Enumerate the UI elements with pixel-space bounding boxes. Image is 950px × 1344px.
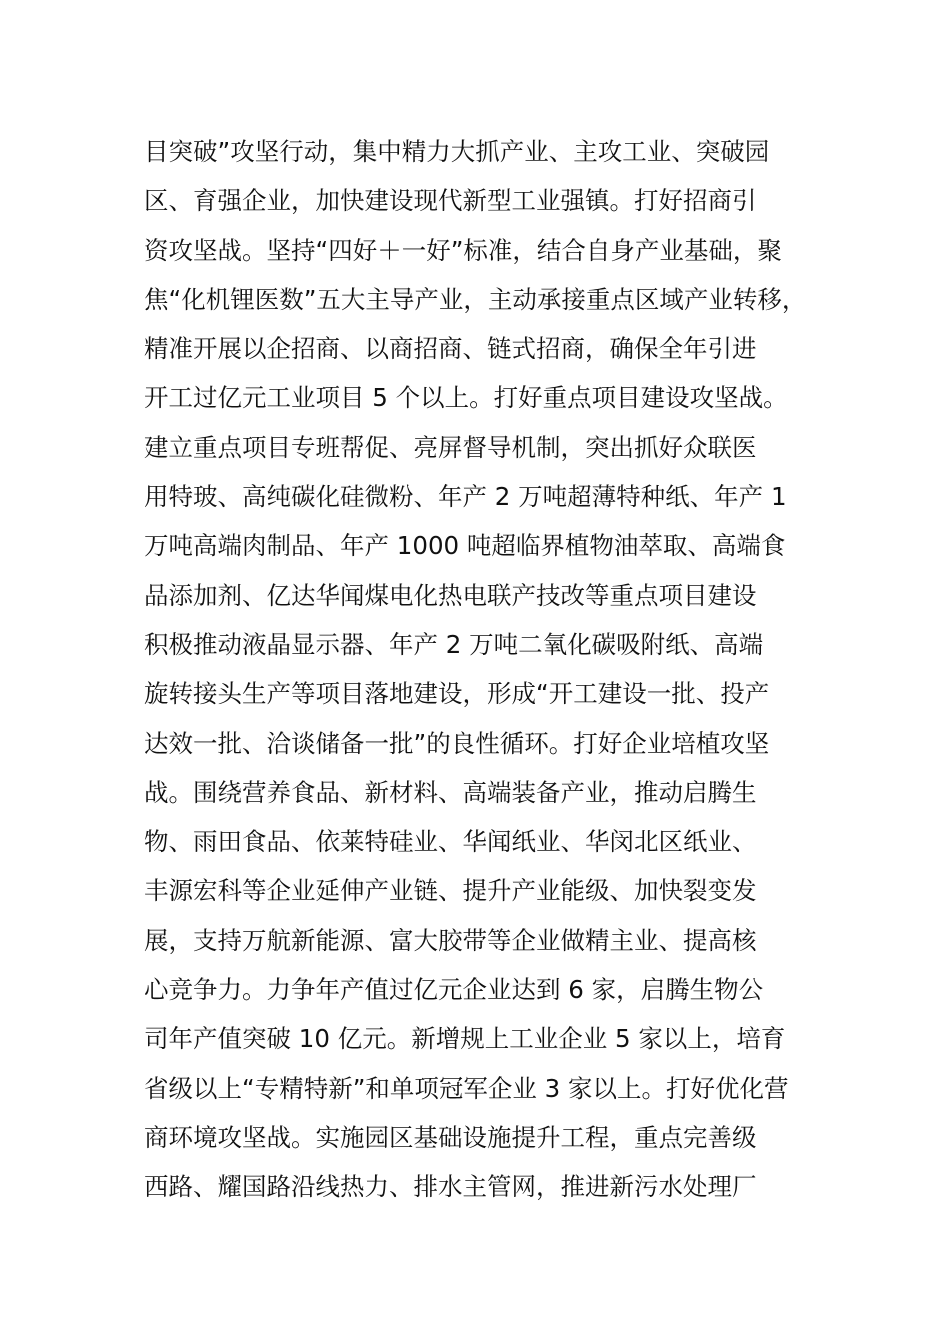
text-line: 战。围绕营养食品、新材料、高端装备产业，推动启腾生: [144, 777, 757, 807]
text-line: 精准开展以企招商、以商招商、链式招商，确保全年引进: [144, 334, 757, 364]
text-line: 物、雨田食品、依莱特硅业、华闻纸业、华闵北区纸业、: [144, 827, 757, 857]
text-line: 司年产值突破 10 亿元。新增规上工业企业 5 家以上，培育: [144, 1024, 786, 1054]
body-paragraph: [144, 127, 844, 1212]
text-line: 积极推动液晶显示器、年产 2 万吨二氧化碳吸附纸、高端: [144, 629, 764, 659]
text-line: 建立重点项目专班帮促、亮屏督导机制，突出抓好众联医: [144, 432, 757, 462]
text-line: 达效一批、洽谈储备一批”的良性循环。打好企业培植攻坚: [144, 728, 770, 758]
text-line: 丰源宏科等企业延伸产业链、提升产业能级、加快裂变发: [144, 876, 757, 906]
text-line: 焦“化机锂医数”五大主导产业，主动承接重点区域产业转移，: [144, 284, 807, 314]
text-line: 旋转接头生产等项目落地建设，形成“开工建设一批、投产: [144, 679, 770, 709]
text-line: 用特玻、高纯碳化硅微粉、年产 2 万吨超薄特种纸、年产 1: [144, 482, 787, 512]
text-line: 开工过亿元工业项目 5 个以上。打好重点项目建设攻坚战。: [144, 383, 788, 413]
text-line: 区、育强企业，加快建设现代新型工业强镇。打好招商引: [144, 186, 757, 216]
text-line: 品添加剂、亿达华闻煤电化热电联产技改等重点项目建设: [144, 580, 757, 610]
text-line: 目突破”攻坚行动，集中精力大抓产业、主攻工业、突破园: [144, 137, 770, 166]
text-line: 省级以上“专精特新”和单项冠军企业 3 家以上。打好优化营: [144, 1073, 789, 1103]
text-line: 资攻坚战。坚持“四好＋一好”标准，结合自身产业基础，聚: [144, 235, 782, 265]
text-line: 展，支持万航新能源、富大胶带等企业做精主业、提高核: [144, 925, 757, 955]
text-line: 西路、耀国路沿线热力、排水主管网，推进新污水处理厂: [144, 1172, 757, 1202]
text-line: 商环境攻坚战。实施园区基础设施提升工程，重点完善级: [144, 1122, 757, 1152]
text-line: 心竞争力。力争年产值过亿元企业达到 6 家，启腾生物公: [144, 975, 764, 1005]
text-line: 万吨高端肉制品、年产 1000 吨超临界植物油萃取、高端食: [144, 531, 786, 561]
